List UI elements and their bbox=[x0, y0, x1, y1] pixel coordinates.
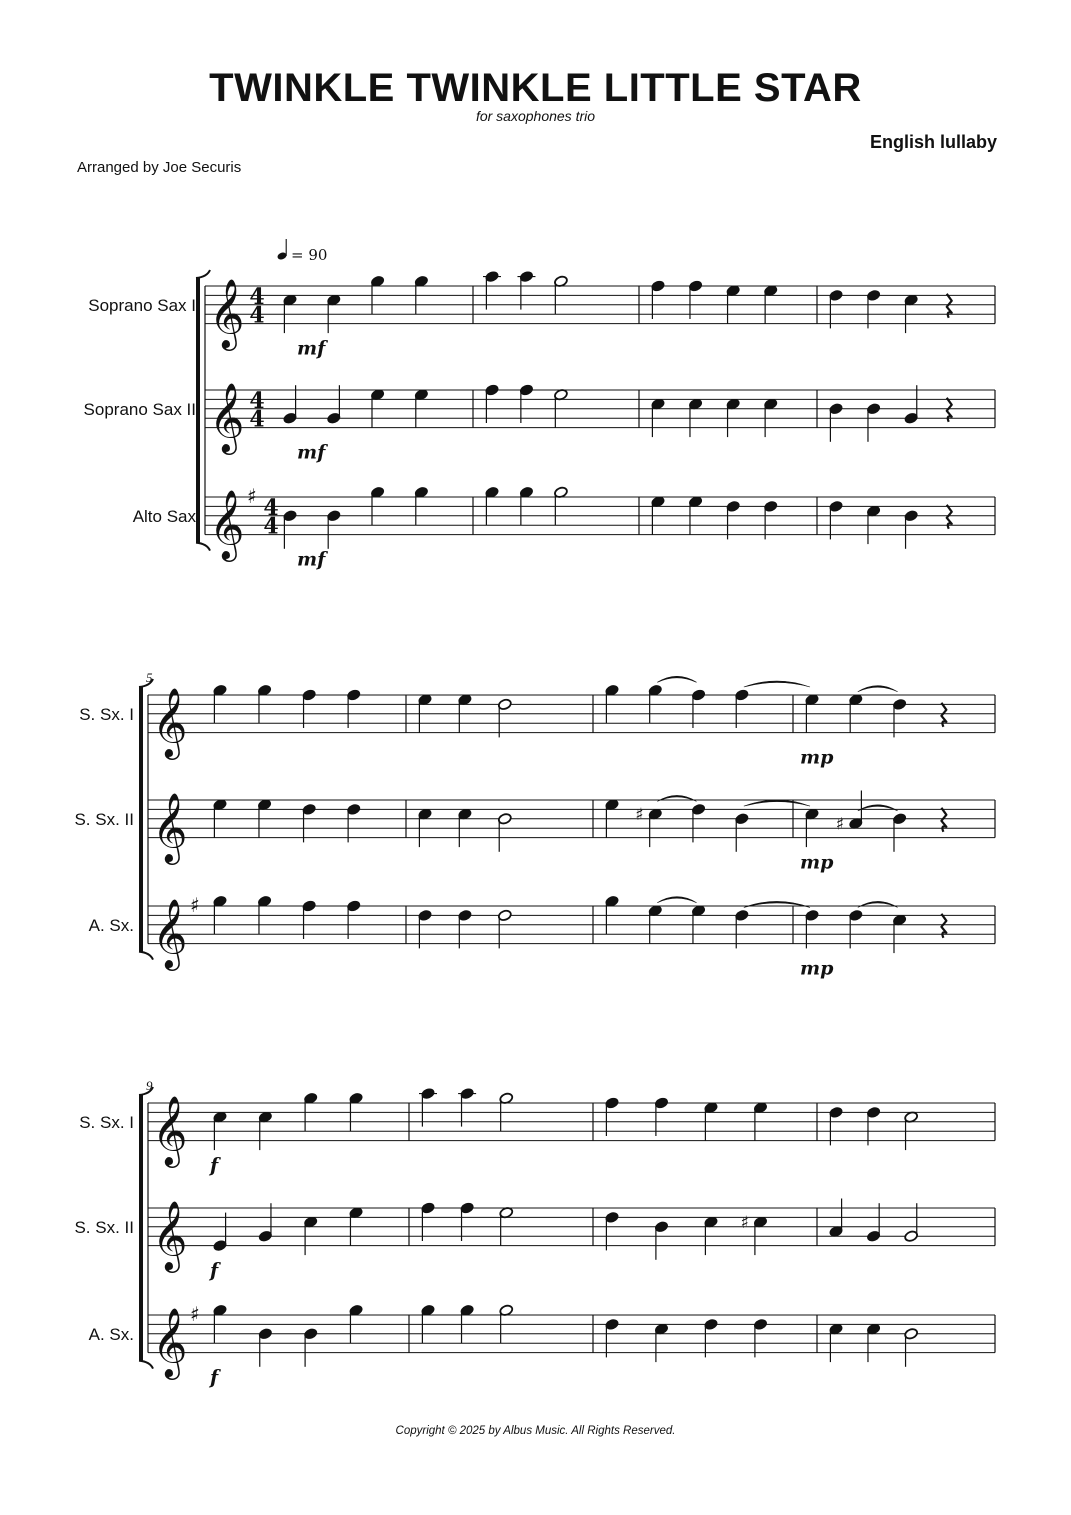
quarter-note bbox=[213, 895, 228, 934]
treble-clef-icon bbox=[209, 490, 244, 562]
quarter-note bbox=[654, 1220, 669, 1259]
quarter-note bbox=[213, 1213, 228, 1252]
bracket-hook bbox=[196, 270, 210, 278]
quarter-note bbox=[257, 684, 272, 723]
svg-text:𝄞: 𝄞 bbox=[209, 278, 245, 349]
quarter-note bbox=[866, 1323, 881, 1362]
quarter-note bbox=[370, 388, 385, 427]
half-note bbox=[904, 1111, 919, 1150]
measure-number: 9 bbox=[146, 1078, 153, 1093]
quarter-note bbox=[303, 1216, 318, 1255]
quarter-note bbox=[605, 1211, 620, 1250]
quarter-note bbox=[648, 684, 663, 723]
quarter-note bbox=[648, 904, 663, 943]
quarter-note bbox=[734, 909, 749, 948]
svg-text:𝄞: 𝄞 bbox=[152, 898, 188, 969]
quarter-note bbox=[734, 812, 749, 851]
bracket-hook bbox=[139, 952, 153, 960]
slur bbox=[858, 686, 898, 692]
quarter-note bbox=[829, 402, 844, 441]
quarter-note bbox=[418, 808, 433, 847]
quarter-note bbox=[904, 294, 919, 333]
quarter-note bbox=[654, 1323, 669, 1362]
quarter-note bbox=[904, 509, 919, 548]
instrument-label: S. Sx. II bbox=[74, 809, 134, 829]
key-signature-sharp: ♯ bbox=[247, 484, 257, 508]
instrument-label: A. Sx. bbox=[88, 1324, 134, 1344]
quarter-note bbox=[726, 500, 741, 539]
quarter-note bbox=[829, 1106, 844, 1145]
staff-system bbox=[84, 239, 995, 571]
accidental-sharp: ♯ bbox=[635, 805, 644, 826]
quarter-note bbox=[654, 1097, 669, 1136]
staff bbox=[79, 676, 995, 768]
quarter-note bbox=[848, 693, 863, 732]
quarter-note bbox=[688, 280, 703, 319]
quarter-note bbox=[651, 398, 666, 437]
quarter-note bbox=[763, 284, 778, 323]
quarter-note bbox=[418, 909, 433, 948]
half-note bbox=[497, 909, 512, 948]
dynamic-marking: mf bbox=[297, 548, 326, 571]
quarter-note bbox=[892, 914, 907, 953]
time-signature-bottom: 4 bbox=[263, 513, 279, 540]
quarter-note bbox=[349, 1304, 364, 1343]
quarter-note bbox=[303, 1327, 318, 1366]
quarter-note bbox=[283, 385, 298, 424]
quarter-note bbox=[302, 803, 317, 842]
quarter-note bbox=[519, 384, 534, 423]
quarter-note bbox=[349, 1092, 364, 1131]
half-note bbox=[904, 1327, 919, 1366]
instrument-label: Soprano Sax I bbox=[88, 295, 196, 315]
treble-clef-icon bbox=[152, 1096, 187, 1168]
quarter-note bbox=[460, 1304, 475, 1343]
half-note bbox=[499, 1092, 514, 1131]
quarter-note bbox=[483, 270, 501, 309]
staff bbox=[74, 1199, 995, 1282]
quarter-note bbox=[605, 684, 620, 723]
quarter-note bbox=[829, 289, 844, 328]
half-note bbox=[554, 486, 569, 525]
quarter-note bbox=[257, 895, 272, 934]
quarter-note bbox=[326, 509, 341, 548]
half-note bbox=[554, 275, 569, 314]
quarter-note bbox=[866, 505, 881, 544]
quarter-note bbox=[303, 1092, 318, 1131]
quarter-note bbox=[326, 385, 341, 424]
quarter-note bbox=[414, 388, 429, 427]
quarter-note bbox=[258, 1111, 273, 1150]
quarter-note bbox=[892, 812, 907, 851]
time-signature-top: 4 bbox=[263, 494, 279, 521]
instrument-label: S. Sx. II bbox=[74, 1217, 134, 1237]
quarter-note bbox=[740, 1213, 767, 1255]
quarter-note bbox=[688, 495, 703, 534]
quarter-note bbox=[346, 900, 361, 939]
quarter-note bbox=[805, 909, 820, 948]
quarter-note bbox=[283, 294, 298, 333]
half-note bbox=[497, 812, 512, 851]
quarter-note bbox=[370, 486, 385, 525]
quarter-note bbox=[848, 909, 863, 948]
dynamic-marking: mp bbox=[800, 957, 834, 980]
treble-clef-icon bbox=[152, 793, 187, 865]
quarter-note bbox=[349, 1206, 364, 1245]
quarter-note bbox=[605, 1097, 620, 1136]
time-signature-bottom: 4 bbox=[249, 302, 265, 329]
quarter-note bbox=[458, 909, 473, 948]
quarter-note bbox=[458, 1087, 476, 1126]
quarter-note bbox=[302, 900, 317, 939]
quarter-note bbox=[370, 275, 385, 314]
time-signature-bottom: 4 bbox=[249, 406, 265, 433]
treble-clef-icon bbox=[152, 1201, 187, 1273]
quarter-note bbox=[704, 1216, 719, 1255]
quarter-note bbox=[605, 895, 620, 934]
tempo-value: = 90 bbox=[291, 246, 328, 264]
staff bbox=[88, 270, 995, 359]
dynamic-marking: mf bbox=[297, 441, 326, 464]
quarter-note bbox=[704, 1318, 719, 1357]
quarter-note bbox=[691, 904, 706, 943]
quarter-note bbox=[346, 689, 361, 728]
instrument-label: S. Sx. I bbox=[79, 1112, 134, 1132]
score-title: TWINKLE TWINKLE LITTLE STAR bbox=[209, 66, 862, 110]
accidental-sharp: ♯ bbox=[740, 1213, 749, 1234]
quarter-note bbox=[302, 689, 317, 728]
slur bbox=[657, 897, 696, 903]
quarter-note bbox=[485, 486, 500, 525]
bracket-hook bbox=[196, 543, 210, 551]
quarter-note bbox=[460, 1202, 475, 1241]
half-note bbox=[904, 1203, 919, 1242]
treble-clef-icon bbox=[152, 688, 187, 760]
quarter-note bbox=[892, 698, 907, 737]
svg-text:𝄞: 𝄞 bbox=[152, 792, 188, 863]
staff-system bbox=[74, 670, 995, 980]
instrument-label: S. Sx. I bbox=[79, 704, 134, 724]
key-signature-sharp: ♯ bbox=[190, 1302, 200, 1326]
quarter-note bbox=[734, 689, 749, 728]
dynamic-marking: mp bbox=[800, 746, 834, 769]
bracket-hook bbox=[139, 1361, 153, 1369]
quarter-note bbox=[763, 398, 778, 437]
svg-text:𝄞: 𝄞 bbox=[209, 382, 245, 453]
quarter-note bbox=[458, 693, 473, 732]
copyright-notice: Copyright © 2025 by Albus Music. All Rights Reserved. bbox=[395, 1425, 676, 1437]
instrument-label: A. Sx. bbox=[88, 915, 134, 935]
treble-clef-icon bbox=[152, 1308, 187, 1380]
quarter-note bbox=[651, 495, 666, 534]
dynamic-marking: mp bbox=[800, 851, 834, 874]
system-bracket bbox=[139, 1095, 143, 1361]
quarter-note bbox=[691, 803, 706, 842]
dynamic-marking: f bbox=[210, 1366, 219, 1389]
half-note bbox=[499, 1206, 514, 1245]
slur bbox=[744, 800, 810, 806]
composer-credit: English lullaby bbox=[869, 132, 997, 152]
quarter-note bbox=[283, 509, 298, 548]
quarter-note bbox=[213, 1111, 228, 1150]
quarter-note bbox=[257, 798, 272, 837]
quarter-note bbox=[753, 1101, 768, 1140]
staff-system bbox=[74, 1078, 995, 1389]
quarter-note bbox=[805, 693, 820, 732]
tempo-marking bbox=[276, 239, 327, 264]
quarter-note bbox=[414, 486, 429, 525]
instrument-label: Alto Sax bbox=[132, 506, 196, 526]
quarter-note bbox=[517, 270, 535, 309]
instrument-label: Soprano Sax II bbox=[83, 399, 196, 419]
quarter-note bbox=[726, 284, 741, 323]
quarter-note bbox=[519, 486, 534, 525]
time-signature-top: 4 bbox=[249, 387, 265, 414]
quarter-note bbox=[726, 398, 741, 437]
staff bbox=[133, 484, 995, 571]
arranger-credit: Arranged by Joe Securis bbox=[77, 159, 242, 176]
quarter-note bbox=[829, 1323, 844, 1362]
svg-text:𝄞: 𝄞 bbox=[152, 1200, 188, 1271]
quarter-note bbox=[829, 1199, 844, 1238]
slur bbox=[744, 681, 810, 687]
quarter-note bbox=[829, 500, 844, 539]
quarter-note bbox=[419, 1087, 437, 1126]
slur bbox=[657, 676, 696, 682]
quarter-note bbox=[605, 1318, 620, 1357]
key-signature-sharp: ♯ bbox=[190, 893, 200, 917]
dynamic-marking: f bbox=[210, 1259, 219, 1282]
dynamic-marking: mf bbox=[297, 337, 326, 360]
quarter-note bbox=[326, 294, 341, 333]
quarter-note bbox=[635, 805, 662, 847]
half-note bbox=[499, 1304, 514, 1343]
measure-number: 5 bbox=[146, 670, 153, 685]
quarter-note bbox=[688, 398, 703, 437]
system-bracket bbox=[196, 278, 200, 543]
score-subtitle: for saxophones trio bbox=[475, 108, 596, 124]
time-signature-top: 4 bbox=[249, 283, 265, 310]
quarter-note bbox=[866, 1106, 881, 1145]
staff bbox=[89, 893, 995, 980]
quarter-note bbox=[651, 280, 666, 319]
treble-clef-icon bbox=[209, 279, 244, 351]
quarter-note bbox=[458, 808, 473, 847]
treble-clef-icon bbox=[209, 383, 244, 455]
svg-text:𝄞: 𝄞 bbox=[152, 1307, 188, 1378]
staff bbox=[74, 791, 995, 874]
staff bbox=[84, 383, 995, 464]
quarter-note bbox=[866, 402, 881, 441]
quarter-note bbox=[421, 1202, 436, 1241]
quarter-note bbox=[866, 1203, 881, 1242]
quarter-note bbox=[691, 689, 706, 728]
system-bracket bbox=[139, 687, 143, 952]
quarter-note bbox=[418, 693, 433, 732]
quarter-note bbox=[605, 798, 620, 837]
staff bbox=[79, 1087, 995, 1176]
staff bbox=[89, 1302, 995, 1389]
quarter-note bbox=[213, 684, 228, 723]
quarter-note bbox=[414, 275, 429, 314]
svg-text:𝄞: 𝄞 bbox=[209, 489, 245, 560]
quarter-note bbox=[753, 1318, 768, 1357]
quarter-note bbox=[421, 1304, 436, 1343]
quarter-note bbox=[213, 1304, 228, 1343]
quarter-note bbox=[763, 500, 778, 539]
quarter-note bbox=[258, 1327, 273, 1366]
quarter-note bbox=[346, 803, 361, 842]
quarter-note bbox=[213, 798, 228, 837]
svg-text:𝄞: 𝄞 bbox=[152, 687, 188, 758]
quarter-note bbox=[485, 384, 500, 423]
quarter-note bbox=[904, 385, 919, 424]
treble-clef-icon bbox=[152, 899, 187, 971]
accidental-sharp: ♯ bbox=[835, 814, 845, 835]
quarter-note bbox=[866, 289, 881, 328]
quarter-note bbox=[805, 808, 820, 847]
half-note bbox=[497, 698, 512, 737]
svg-text:𝄞: 𝄞 bbox=[152, 1095, 188, 1166]
quarter-note bbox=[704, 1101, 719, 1140]
quarter-note bbox=[258, 1203, 273, 1242]
half-note bbox=[554, 388, 569, 427]
dynamic-marking: f bbox=[210, 1154, 219, 1177]
